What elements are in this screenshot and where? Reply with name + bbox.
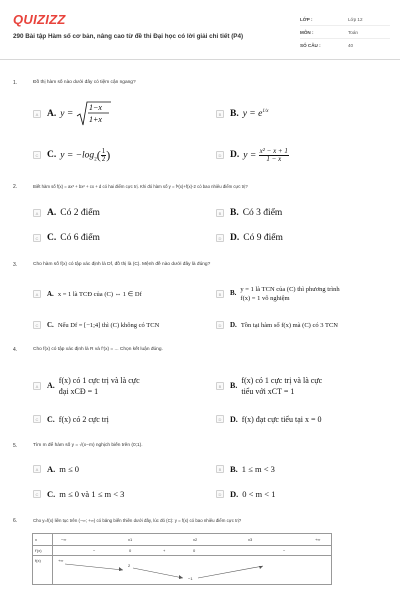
option-text [230, 321, 338, 329]
option-text [47, 233, 100, 243]
meta-key: SỐ CÂU : [300, 43, 321, 48]
option-4b[interactable] [216, 373, 322, 399]
answer-chip[interactable]: D [216, 151, 224, 159]
option-5d[interactable] [216, 486, 275, 502]
option-text [47, 489, 124, 499]
option-value-line2: tiểu với xCT = 1 [241, 387, 295, 396]
option-1a[interactable] [33, 103, 112, 124]
option-letter: B. [230, 380, 238, 390]
row-label: f(x) [33, 556, 53, 585]
page-header [0, 0, 400, 60]
meta-row-subject [300, 26, 390, 39]
variation-row-x [33, 534, 331, 546]
x-value: x1 [128, 537, 133, 542]
answer-chip[interactable]: B [216, 290, 224, 298]
option-text [230, 285, 340, 303]
option-4a[interactable] [33, 373, 140, 399]
option-text [230, 233, 283, 243]
option-value: f(x) đạt cực tiểu tại x = 0 [241, 414, 322, 424]
option-5c[interactable] [33, 486, 124, 502]
option-text: A. y = 1−x 1+x [47, 101, 112, 127]
option-value: f(x) có 2 cực trị [58, 414, 109, 424]
document-title: 290 Bài tập Hàm số cơ bản, nâng cao từ đề thi Đại học có lời giải chi tiết (P4) [13, 33, 244, 40]
option-letter: B. [230, 208, 239, 218]
option-4c[interactable] [33, 411, 109, 427]
meta-row-class [300, 13, 390, 26]
option-text [47, 375, 140, 397]
option-3d[interactable] [216, 317, 338, 333]
question-number: 4. [13, 347, 18, 353]
option-value: Tồn tại hàm số f(x) mà (C) có 3 TCN [240, 322, 338, 329]
answer-chip[interactable]: A [33, 209, 41, 217]
option-1d[interactable] [216, 147, 289, 163]
question-number: 6. [13, 518, 18, 524]
answer-chip[interactable]: C [33, 234, 41, 242]
option-3a[interactable] [33, 286, 142, 302]
option-value: Nếu Df = [−1;4] thì (C) không có TCN [57, 322, 160, 329]
option-4d[interactable] [216, 411, 322, 427]
option-letter: C. [47, 489, 56, 499]
question-text: Tìm m để hàm số y = √(x−m) nghịch biến trên (0;1). [33, 443, 143, 448]
x-value: x3 [248, 537, 253, 542]
answer-chip[interactable]: D [216, 321, 224, 329]
option-letter: A. [47, 464, 56, 474]
option-letter: D. [230, 321, 237, 329]
question-text: Đồ thị hàm số nào dưới đây có tiệm cận ngang? [33, 80, 136, 85]
row-label: f'(x) [33, 546, 53, 555]
option-value-line2: f(x) = 1 vô nghiệm [240, 295, 290, 302]
question-text: Biết hàm số f(x) = ax³ + bx² + cx + d có hai điểm cực trị. Khi đó hàm số y = f²(x)+f(x)-2 có bao nhiêu điểm cực trị? [33, 184, 248, 189]
option-5a[interactable] [33, 461, 79, 477]
question-number: 3. [13, 262, 18, 268]
option-2b[interactable] [216, 205, 282, 221]
option-letter: C. [47, 414, 55, 424]
meta-value: 40 [348, 43, 354, 48]
option-text [230, 375, 322, 397]
option-letter: A. [47, 109, 57, 120]
meta-value: Lớp 12 [348, 16, 363, 22]
option-value: 1 ≤ m < 3 [241, 464, 275, 474]
answer-chip[interactable]: A [33, 465, 41, 473]
question-number: 5. [13, 443, 18, 449]
option-text [230, 208, 282, 218]
option-value: f(x) có 1 cực trị và là cực [58, 375, 140, 385]
answer-chip[interactable]: A [33, 290, 41, 298]
option-letter: B. [230, 289, 237, 298]
option-2c[interactable] [33, 230, 100, 246]
question-text: Cho f(x) có tập xác định là R và f'(x) = ... Chọn kết luận đúng. [33, 347, 163, 352]
svg-text:1−x: 1−x [88, 103, 102, 112]
option-text [230, 489, 275, 499]
answer-chip[interactable]: B [216, 209, 224, 217]
option-letter: B. [230, 464, 238, 474]
option-text [47, 464, 79, 474]
option-5b[interactable] [216, 461, 275, 477]
option-value: y = 1 là TCN của (C) thì phương trình [240, 285, 340, 293]
option-2a[interactable] [33, 205, 100, 221]
question-number: 1. [13, 80, 18, 86]
meta-key: LỚP : [300, 16, 313, 22]
x-value: +∞ [315, 537, 321, 542]
variation-arrows [33, 556, 331, 586]
option-letter: A. [47, 208, 57, 218]
option-text [47, 290, 142, 298]
question-number: 2. [13, 184, 18, 190]
answer-chip[interactable]: D [216, 490, 224, 498]
option-value: Có 9 điểm [243, 233, 283, 243]
option-text: D. y = $\frac{\text{x² − x + 1}}{1 - x}$ [230, 146, 288, 163]
answer-chip[interactable]: A [33, 382, 41, 390]
answer-chip[interactable]: C [33, 490, 41, 498]
option-value: Có 2 điểm [60, 208, 100, 218]
variation-table [32, 533, 332, 585]
option-3b[interactable] [216, 286, 340, 302]
question-text: Cho hàm số f(x) có tập xác định là Df, đồ thị là (C). Mệnh đề nào dưới đây là đúng? [33, 262, 211, 267]
option-letter: D. [230, 489, 239, 499]
option-text [230, 464, 275, 474]
option-value: m ≤ 0 và 1 ≤ m < 3 [59, 489, 125, 499]
answer-chip[interactable]: C [33, 415, 41, 423]
option-value: f(x) có 1 cực trị và là cực [241, 375, 323, 385]
sign-value: 0 [193, 548, 196, 553]
quizizz-logo[interactable]: QUIZIZZ [13, 12, 66, 27]
option-text [230, 415, 322, 424]
svg-text:1+x: 1+x [88, 115, 102, 124]
answer-chip[interactable]: C [33, 321, 41, 329]
option-value: Có 3 điểm [242, 208, 283, 218]
option-value: 0 < m < 1 [242, 489, 276, 499]
sqrt-fraction-icon [76, 101, 112, 127]
variation-row-fprime [33, 546, 331, 556]
sign-value: − [93, 548, 96, 553]
x-value: −∞ [61, 537, 67, 542]
answer-chip[interactable]: C [33, 151, 41, 159]
option-letter: A. [47, 290, 54, 298]
x-value: x2 [193, 537, 198, 542]
option-1c[interactable] [33, 147, 110, 163]
option-letter: D. [230, 150, 240, 161]
sign-value: + [163, 548, 166, 553]
f-value: −1 [188, 576, 193, 581]
option-value: x = 1 là TCĐ của (C) ⇔ 1 ∈ Df [57, 291, 142, 298]
sign-value: − [283, 548, 286, 553]
answer-chip[interactable]: D [216, 415, 224, 423]
sign-value: 0 [129, 548, 132, 553]
row-label: x [33, 534, 53, 545]
option-text [47, 321, 159, 329]
option-letter: D. [230, 414, 238, 424]
option-letter: C. [47, 321, 54, 329]
option-value: m ≤ 0 [59, 464, 80, 474]
question-text: Cho y=f(x) liên tục trên (−∞; +∞) có bảng biến thiên dưới đây, lúc đó (C): y = f(x) có bao nhiêu điểm cực trị? [33, 518, 242, 523]
option-text [47, 415, 109, 424]
option-2d[interactable] [216, 230, 283, 246]
option-text [47, 208, 100, 218]
option-1b[interactable] [216, 106, 268, 122]
option-value: Có 6 điểm [60, 233, 100, 243]
option-letter: A. [47, 380, 55, 390]
option-text: C. $y = -\log_2$( $\frac{1}{2}$ ) [47, 146, 111, 163]
f-value: 2 [128, 563, 131, 568]
answer-chip[interactable]: B [216, 465, 224, 473]
option-letter: C. [47, 233, 57, 243]
option-3c[interactable] [33, 317, 159, 333]
answer-chip[interactable]: B [216, 382, 224, 390]
option-letter: B. [230, 109, 239, 120]
answer-chip[interactable]: A [33, 110, 41, 118]
meta-table [300, 13, 390, 52]
option-letter: D. [230, 233, 240, 243]
meta-row-count [300, 39, 390, 52]
option-letter: C. [47, 150, 57, 161]
option-value-line2: đại xCĐ = 1 [58, 387, 99, 396]
answer-chip[interactable]: B [216, 110, 224, 118]
option-text: B. $y = e^{1/x}$ [230, 108, 269, 120]
f-value: +∞ [58, 558, 64, 563]
meta-value: Toán [348, 29, 358, 35]
meta-key: MÔN : [300, 29, 314, 35]
answer-chip[interactable]: D [216, 234, 224, 242]
